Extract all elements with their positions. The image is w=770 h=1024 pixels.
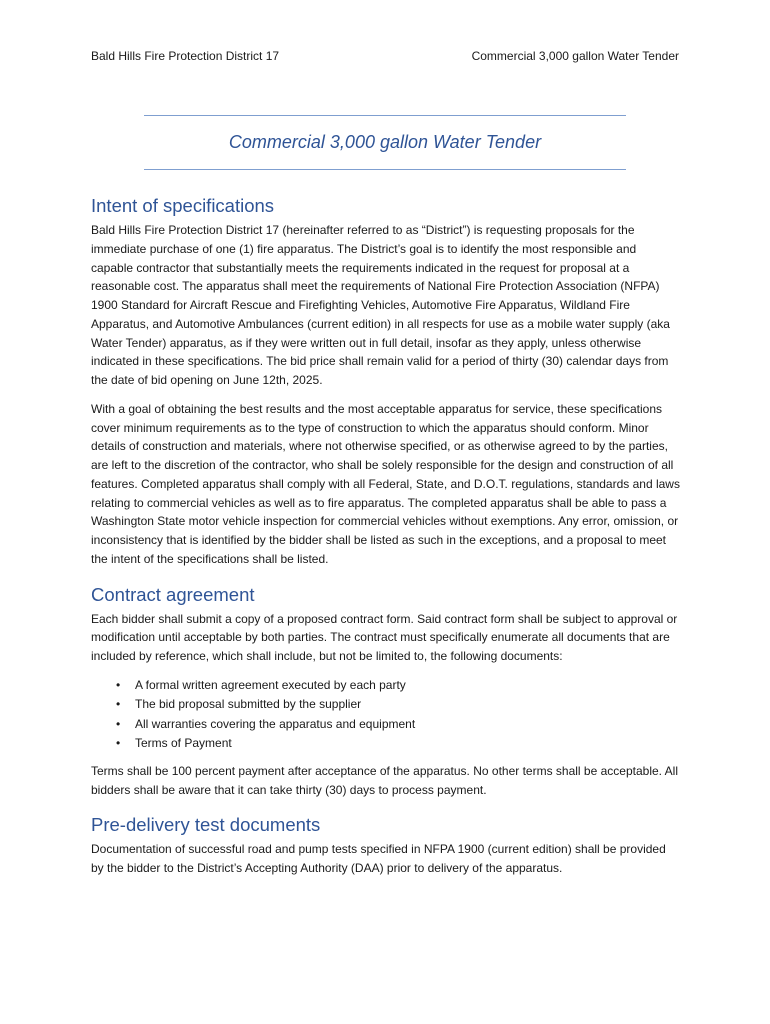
section-heading-intent: Intent of specifications bbox=[91, 195, 275, 216]
header-left-text: Bald Hills Fire Protection District 17 bbox=[91, 49, 280, 63]
list-item-text: All warranties covering the apparatus and equipment bbox=[135, 716, 416, 731]
contract-paragraph-1: Each bidder shall submit a copy of a proposed contract form. Said contract form shall be subject to approval or modification until acceptable by both parties. The contract must specifically enumerate all documents that are included by reference, which shall include, but not be limited to, the following documents: bbox=[91, 611, 678, 663]
list-item-text: A formal written agreement executed by each party bbox=[135, 677, 406, 692]
title-block bbox=[144, 115, 626, 170]
section-predelivery bbox=[91, 812, 681, 878]
bullet-icon: • bbox=[116, 697, 121, 712]
title-bottom-rule bbox=[144, 169, 626, 170]
section-heading-contract: Contract agreement bbox=[91, 583, 255, 605]
bullet-icon: • bbox=[116, 677, 121, 692]
contract-documents-list bbox=[91, 676, 681, 754]
header-right-text: Commercial 3,000 gallon Water Tender bbox=[471, 49, 679, 63]
page-header bbox=[91, 48, 679, 64]
intent-paragraph-1: Bald Hills Fire Protection District 17 (hereinafter referred to as “District”) is requesting proposals for the immediate purchase of one (1) fire apparatus. The District’s goal is to identify the most responsible and capable contractor that substantially meets the requirements indicated in the request for proposal at a reasonable cost. The apparatus shall meet the requirements of National Fire Protection Association (NFPA) 1900 Standard for Aircraft Rescue and Firefighting Vehicles, Automotive Fire Apparatus, Wildland Fire Apparatus, and Automotive Ambulances (current edition) in all respects for use as a mobile water supply (aka Water Tender) apparatus, as if they were written out in full detail, insofar as they apply, unless otherwise indicated in these specifications. The bid price shall remain valid for a period of thirty (30) calendar days from the date of bid opening on June 12th, 2025. bbox=[91, 223, 670, 387]
predelivery-paragraph-1: Documentation of successful road and pump tests specified in NFPA 1900 (current edition) shall be provided by the bidder to the District’s Accepting Authority (DAA) prior to delivery of the apparatus. bbox=[91, 842, 666, 875]
intent-paragraph-2: With a goal of obtaining the best results and the most acceptable apparatus for service, these specifications cover minimum requirements as to the type of construction to which the apparatus should conform. Minor details of construction and materials, where not otherwise specified, or as otherwise agreed to by the parties, are left to the discretion of the contractor, who shall be solely responsible for the design and construction of all features. Completed apparatus shall comply with all Federal, State, and D.O.T. regulations, standards and laws relating to commercial vehicles as well as to fire apparatus. The completed apparatus shall be able to pass a Washington State motor vehicle inspection for commercial vehicles without exemptions. Any error, omission, or inconsistency that is identified by the bidder shall be listed as such in the exceptions, and a proposal to meet the intent of the specifications shall be listed. bbox=[91, 401, 680, 566]
list-item bbox=[91, 734, 681, 754]
section-contract bbox=[91, 582, 681, 800]
document-body bbox=[91, 193, 681, 888]
list-item bbox=[91, 676, 681, 696]
title-top-rule bbox=[144, 115, 626, 116]
bullet-icon: • bbox=[116, 716, 121, 731]
document-title: Commercial 3,000 gallon Water Tender bbox=[228, 132, 542, 152]
list-item bbox=[91, 695, 681, 715]
list-item bbox=[91, 715, 681, 735]
contract-paragraph-2: Terms shall be 100 percent payment after acceptance of the apparatus. No other terms shall be acceptable. All bidders shall be aware that it can take thirty (30) days to process payment. bbox=[91, 763, 678, 797]
list-item-text: The bid proposal submitted by the supplier bbox=[135, 697, 362, 712]
section-heading-predelivery: Pre-delivery test documents bbox=[91, 814, 321, 836]
list-item-text: Terms of Payment bbox=[135, 736, 232, 751]
bullet-icon: • bbox=[116, 736, 121, 751]
section-intent bbox=[91, 193, 681, 569]
